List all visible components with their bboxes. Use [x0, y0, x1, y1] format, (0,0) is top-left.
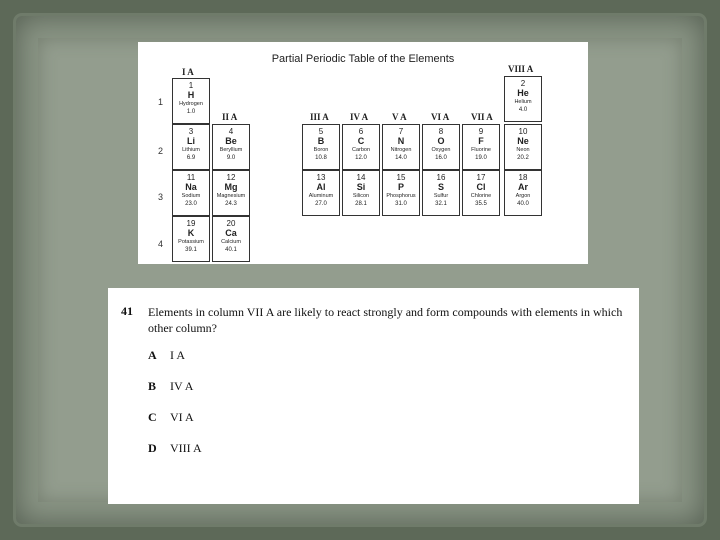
period-label-4: 4: [158, 239, 164, 249]
element-cell-f: [462, 124, 500, 170]
atomic-mass: 27.0: [315, 200, 327, 207]
atomic-mass: 6.9: [186, 154, 196, 161]
atomic-number: 16: [436, 173, 446, 182]
element-symbol: Ca: [225, 228, 237, 238]
atomic-mass: 16.0: [435, 154, 447, 161]
element-name: Argon: [515, 193, 531, 199]
question-image: [108, 288, 639, 504]
atomic-number: 12: [226, 173, 236, 182]
atomic-number: 20: [226, 219, 236, 228]
element-symbol: Mg: [224, 182, 238, 192]
atomic-mass: 35.5: [475, 200, 487, 207]
atomic-number: 9: [478, 127, 484, 136]
element-name: Magnesium: [216, 193, 246, 199]
atomic-mass: 23.0: [185, 200, 197, 207]
choice-letter: A: [148, 348, 157, 362]
atomic-mass: 32.1: [435, 200, 447, 207]
answer-choice-a[interactable]: [148, 348, 185, 363]
atomic-mass: 20.2: [517, 154, 529, 161]
element-cell-o: [422, 124, 460, 170]
element-name: Calcium: [221, 239, 241, 245]
group-label-iva: IV A: [350, 112, 369, 122]
question-text: Elements in column VII A are likely to react strongly and form compounds with elements in which other column?: [148, 305, 623, 335]
element-cell-h: [172, 78, 210, 124]
element-name: Chlorine: [470, 193, 492, 199]
answer-choice-c[interactable]: [148, 410, 194, 425]
atomic-number: 10: [518, 127, 528, 136]
element-cell-be: [212, 124, 250, 170]
element-symbol: Ne: [517, 136, 529, 146]
element-symbol: Ar: [517, 182, 528, 192]
element-cell-b: [302, 124, 340, 170]
atomic-mass: 9.0: [226, 154, 236, 161]
element-cell-s: [422, 170, 460, 216]
element-symbol: He: [517, 88, 529, 98]
element-cell-ne: [504, 124, 542, 170]
element-name: Lithium: [182, 147, 200, 153]
periodic-table-image: [138, 42, 588, 264]
element-cell-n: [382, 124, 420, 170]
element-cell-k: [172, 216, 210, 262]
atomic-mass: 40.0: [517, 200, 529, 207]
atomic-mass: 19.0: [475, 154, 487, 161]
atomic-number: 17: [476, 173, 486, 182]
element-name: Nitrogen: [390, 147, 412, 153]
table-title: Partial Periodic Table of the Elements: [271, 53, 455, 65]
element-name: Phosphorus: [386, 193, 416, 199]
choice-text: VIII A: [170, 441, 202, 455]
element-name: Boron: [313, 147, 329, 153]
element-cell-ca: [212, 216, 250, 262]
element-symbol: K: [187, 228, 195, 238]
element-symbol: S: [437, 182, 444, 192]
element-cell-p: [382, 170, 420, 216]
atomic-number: 19: [186, 219, 196, 228]
element-symbol: Si: [356, 182, 366, 192]
element-cell-li: [172, 124, 210, 170]
atomic-number: 15: [396, 173, 406, 182]
element-name: Beryllium: [219, 147, 243, 153]
element-symbol: F: [478, 136, 484, 146]
group-label-ia: I A: [182, 67, 194, 77]
element-name: Potassium: [178, 239, 204, 245]
group-label-viiia: VIII A: [508, 64, 534, 74]
atomic-mass: 14.0: [395, 154, 407, 161]
element-cell-mg: [212, 170, 250, 216]
question-number: 41: [121, 304, 133, 318]
element-name: Sulfur: [433, 193, 449, 199]
element-name: Carbon: [351, 147, 371, 153]
element-cell-ar: [504, 170, 542, 216]
element-cell-si: [342, 170, 380, 216]
element-name: Helium: [514, 99, 532, 105]
element-symbol: Al: [316, 182, 326, 192]
element-cell-cl: [462, 170, 500, 216]
atomic-number: 3: [188, 127, 194, 136]
element-name: Oxygen: [431, 147, 451, 153]
element-symbol: B: [317, 136, 325, 146]
choice-letter: D: [148, 441, 157, 455]
answer-choice-d[interactable]: [148, 441, 202, 456]
atomic-number: 4: [228, 127, 234, 136]
atomic-number: 7: [398, 127, 404, 136]
atomic-number: 11: [186, 173, 196, 182]
atomic-mass: 4.0: [518, 106, 528, 113]
group-label-iiia: III A: [310, 112, 329, 122]
atomic-number: 6: [358, 127, 364, 136]
element-symbol: C: [357, 136, 365, 146]
element-cell-he: [504, 76, 542, 122]
element-name: Silicon: [352, 193, 370, 199]
element-name: Fluorine: [471, 147, 491, 153]
atomic-number: 8: [438, 127, 444, 136]
atomic-mass: 24.3: [225, 200, 237, 207]
atomic-mass: 39.1: [185, 246, 197, 253]
element-name: Neon: [516, 147, 530, 153]
atomic-mass: 1.0: [186, 108, 196, 115]
group-label-va: V A: [392, 112, 407, 122]
atomic-mass: 40.1: [225, 246, 237, 253]
atomic-number: 18: [518, 173, 528, 182]
element-name: Sodium: [181, 193, 201, 199]
element-cell-na: [172, 170, 210, 216]
choice-text: IV A: [170, 379, 194, 393]
atomic-mass: 12.0: [355, 154, 367, 161]
element-symbol: Li: [187, 136, 195, 146]
choice-letter: C: [148, 410, 157, 424]
element-symbol: O: [437, 136, 445, 146]
element-symbol: Na: [185, 182, 197, 192]
element-name: Hydrogen: [179, 101, 203, 107]
atomic-mass: 28.1: [355, 200, 367, 207]
atomic-mass: 31.0: [395, 200, 407, 207]
atomic-number: 5: [318, 127, 324, 136]
element-cell-al: [302, 170, 340, 216]
period-label-2: 2: [158, 146, 164, 156]
element-symbol: H: [187, 90, 195, 100]
element-symbol: N: [397, 136, 405, 146]
element-symbol: Be: [225, 136, 237, 146]
atomic-number: 1: [188, 81, 194, 90]
element-cell-c: [342, 124, 380, 170]
element-symbol: Cl: [476, 182, 486, 192]
choice-text: VI A: [170, 410, 194, 424]
atomic-number: 13: [316, 173, 326, 182]
group-label-iia: II A: [222, 112, 238, 122]
atomic-mass: 10.8: [315, 154, 327, 161]
element-name: Aluminum: [308, 193, 334, 199]
atomic-number: 2: [520, 79, 526, 88]
group-label-via: VI A: [431, 112, 450, 122]
choice-text: I A: [170, 348, 185, 362]
period-label-1: 1: [158, 97, 164, 107]
period-label-3: 3: [158, 192, 164, 202]
group-label-viia: VII A: [471, 112, 493, 122]
choice-letter: B: [148, 379, 157, 393]
atomic-number: 14: [356, 173, 366, 182]
element-symbol: P: [397, 182, 404, 192]
answer-choice-b[interactable]: [148, 379, 193, 394]
